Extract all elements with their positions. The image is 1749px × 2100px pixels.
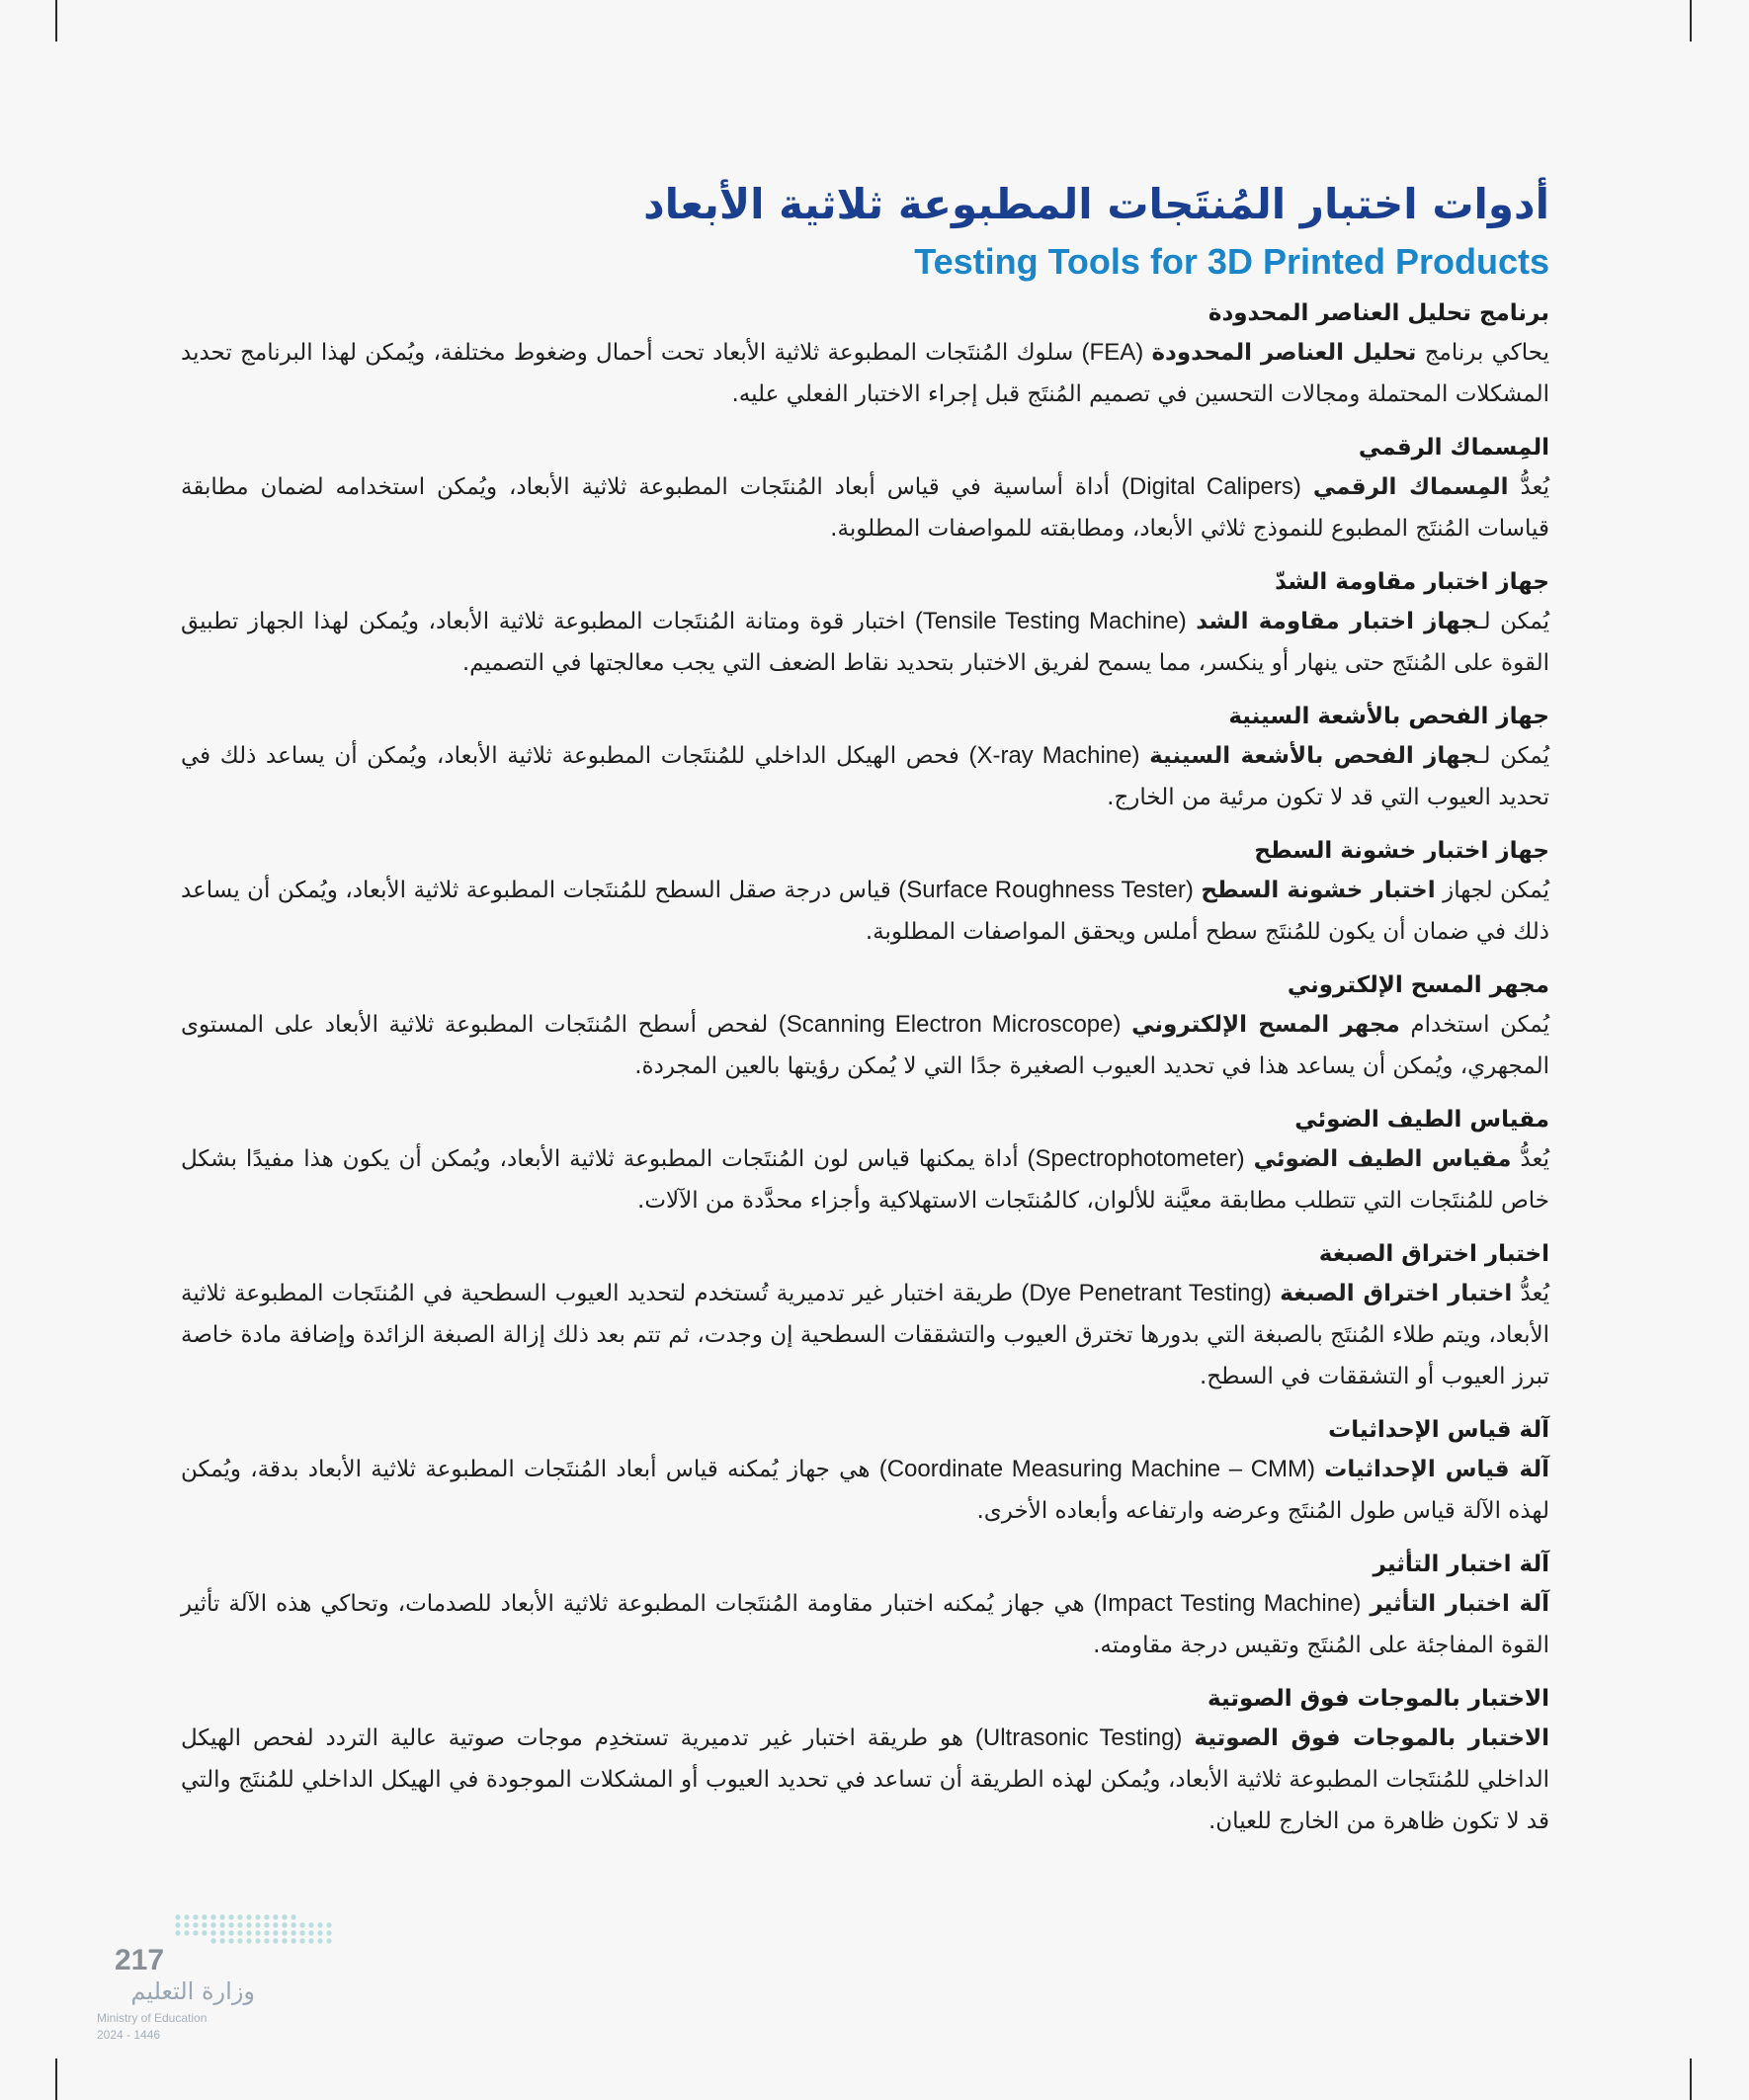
- logo-dot: [219, 1930, 224, 1935]
- crop-mark: [1690, 2058, 1692, 2100]
- section: [181, 1413, 1549, 1532]
- logo-dot: [264, 1922, 269, 1927]
- body-text: سلوك المُنتَجات المطبوعة ثلاثية الأبعاد تحت أحمال وضغوط مختلفة، ويُمكن لهذا البرنامج تحديد المشكلات المحتملة ومجالات التحسين في تصميم المُنتَج قبل إجراء الاختبار الفعلي عليه.: [181, 340, 1549, 407]
- section-heading: جهاز الفحص بالأشعة السينية: [1228, 704, 1549, 729]
- logo-dot: [282, 1930, 287, 1935]
- body-text: أداة أساسية في قياس أبعاد المُنتَجات المطبوعة ثلاثية الأبعاد، ويُمكن استخدامه لضمان مطابقة قياسات المُنتَج المطبوع للنموذج ثلاثي الأبعاد، ومطابقته للمواصفات المطلوبة.: [181, 474, 1549, 542]
- crop-mark: [55, 0, 57, 42]
- logo-dot: [326, 1938, 331, 1943]
- logo-dot: [273, 1938, 278, 1943]
- section: [181, 834, 1549, 953]
- section-body: [181, 601, 1549, 684]
- logo-dot: [237, 1914, 242, 1919]
- logo-dot: [228, 1922, 233, 1927]
- logo-dot: [299, 1922, 304, 1927]
- term-english: (Ultrasonic Testing): [974, 1724, 1183, 1751]
- logo-dot: [255, 1914, 260, 1919]
- term-english: (Surface Roughness Tester): [898, 877, 1194, 903]
- logo-dot: [264, 1938, 269, 1943]
- body-text: لفحص أسطح المُنتَجات المطبوعة ثلاثية الأبعاد على المستوى المجهري، ويُمكن أن يساعد هذا في تحديد العيوب الصغيرة جدًا التي لا يُمكن رؤيتها بالعين المجردة.: [181, 1012, 1549, 1079]
- logo-dot: [282, 1922, 287, 1927]
- body-text: قياس درجة صقل السطح للمُنتَجات المطبوعة ثلاثية الأبعاد، ويُمكن أن يساعد ذلك في ضمان أن يكون للمُنتَج سطح أملس ويحقق المواصفات المطلوبة.: [181, 878, 1549, 945]
- section-body: [181, 1138, 1549, 1221]
- body-text: فحص الهيكل الداخلي للمُنتَجات المطبوعة ثلاثية الأبعاد، ويُمكن أن يساعد ذلك في تحديد العيوب التي قد لا تكون مرئية من الخارج.: [181, 743, 1549, 810]
- footer-year: 2024 - 1446: [97, 2028, 161, 2042]
- logo-dot: [210, 1930, 215, 1935]
- logo-dot: [210, 1938, 215, 1943]
- section-body: [181, 1583, 1549, 1666]
- term-bold: الاختبار بالموجات فوق الصوتية: [1194, 1725, 1549, 1751]
- logo-dot: [317, 1930, 322, 1935]
- logo-dot: [175, 1922, 180, 1927]
- logo-dot: [246, 1922, 251, 1927]
- body-text: يُمكن لـ: [1476, 609, 1550, 634]
- section: [181, 1103, 1549, 1221]
- logo-dot: [299, 1930, 304, 1935]
- term-bold: مجهر المسح الإلكتروني: [1131, 1012, 1400, 1038]
- logo-dot: [326, 1930, 331, 1935]
- body-text: هو طريقة اختبار غير تدميرية تستخدِم موجات صوتية عالية التردد لفحص الهيكل الداخلي للمُنتَجات المطبوعة ثلاثية الأبعاد، ويُمكن لهذه الطريقة أن تساعد في تحديد العيوب أو المشكلات الموجودة في الهيكل الداخلي للمُنتَج والتي قد لا تكون ظاهرة من الخارج للعيان.: [181, 1725, 1549, 1834]
- logo-dot: [184, 1914, 189, 1919]
- section-body: [181, 332, 1549, 415]
- body-text: اختبار قوة ومتانة المُنتَجات المطبوعة ثلاثية الأبعاد، ويُمكن لهذا الجهاز تطبيق القوة على المُنتَج حتى ينهار أو ينكسر، مما يسمح لفريق الاختبار بتحديد نقاط الضعف التي يجب معالجتها في التصميم.: [181, 609, 1549, 676]
- logo-dot: [282, 1938, 287, 1943]
- section-heading: مقياس الطيف الضوئي: [1294, 1107, 1549, 1133]
- logo-dot: [308, 1938, 313, 1943]
- term-bold: المِسماك الرقمي: [1312, 474, 1509, 500]
- logo-dot: [273, 1922, 278, 1927]
- logo-dot: [273, 1930, 278, 1935]
- logo-dot: [175, 1930, 180, 1935]
- logo-dot: [175, 1914, 180, 1919]
- body-text: يُمكن لـ: [1476, 743, 1549, 769]
- section-heading: الاختبار بالموجات فوق الصوتية: [1208, 1686, 1549, 1712]
- term-english: (Dye Penetrant Testing): [1021, 1280, 1272, 1306]
- logo-dot: [255, 1938, 260, 1943]
- section-body: [181, 1718, 1549, 1842]
- logo-dot: [202, 1914, 207, 1919]
- section-body: [181, 1449, 1549, 1532]
- page-title-english: Testing Tools for 3D Printed Products: [914, 241, 1549, 282]
- logo-dot: [219, 1914, 224, 1919]
- logo-dot: [228, 1938, 233, 1943]
- section: [181, 700, 1549, 818]
- logo-dot: [291, 1930, 295, 1935]
- term-bold: آلة قياس الإحداثيات: [1324, 1457, 1550, 1482]
- term-english: (Scanning Electron Microscope): [778, 1011, 1122, 1038]
- logo-dot: [326, 1922, 331, 1927]
- logo-dot: [184, 1930, 189, 1935]
- logo-dot: [246, 1938, 251, 1943]
- section-heading: آلة قياس الإحداثيات: [1328, 1417, 1549, 1443]
- logo-dot: [193, 1930, 198, 1935]
- logo-dot: [210, 1914, 215, 1919]
- sections-list: [181, 296, 1549, 1842]
- logo-dot: [184, 1922, 189, 1927]
- logo-dot: [193, 1922, 198, 1927]
- section: [181, 1237, 1549, 1397]
- logo-dot: [291, 1938, 295, 1943]
- logo-dot: [246, 1914, 251, 1919]
- ministry-name-english: Ministry of Education: [97, 2011, 208, 2025]
- section-heading: جهاز اختبار مقاومة الشدّ: [1275, 569, 1549, 595]
- logo-dot: [291, 1922, 295, 1927]
- term-bold: اختبار خشونة السطح: [1201, 878, 1436, 903]
- logo-dot: [264, 1930, 269, 1935]
- body-text: يُعدُّ: [1512, 1281, 1550, 1306]
- term-bold: جهاز اختبار مقاومة الشد: [1196, 609, 1477, 634]
- logo-dot: [228, 1914, 233, 1919]
- logo-dot: [299, 1938, 304, 1943]
- term-bold: تحليل العناصر المحدودة: [1151, 340, 1417, 366]
- body-text: أداة يمكنها قياس لون المُنتَجات المطبوعة ثلاثية الأبعاد، ويُمكن أن يكون هذا مفيدًا بشكل خاص للمُنتَجات التي تتطلب مطابقة معيَّنة للألوان، كالمُنتَجات الاستهلاكية وأجزاء محدَّدة من الآلات.: [181, 1146, 1549, 1214]
- term-english: (Coordinate Measuring Machine – CMM): [878, 1456, 1316, 1482]
- section-body: [181, 466, 1549, 549]
- term-english: (Digital Calipers): [1121, 473, 1301, 500]
- section-heading: المِسماك الرقمي: [1358, 435, 1549, 461]
- body-text: يُمكن استخدام: [1399, 1012, 1549, 1038]
- logo-dot: [246, 1930, 251, 1935]
- term-english: (Tensile Testing Machine): [914, 608, 1187, 634]
- section: [181, 431, 1549, 549]
- ministry-logo-dots-icon: [172, 1912, 340, 1948]
- logo-dot: [219, 1922, 224, 1927]
- logo-dot: [237, 1922, 242, 1927]
- section-heading: آلة اختبار التأثير: [1373, 1552, 1549, 1577]
- section: [181, 968, 1549, 1087]
- crop-mark: [1690, 0, 1692, 42]
- body-text: يُعدُّ: [1511, 1146, 1549, 1172]
- logo-dot: [308, 1922, 313, 1927]
- crop-mark: [55, 2058, 57, 2100]
- term-english: (Impact Testing Machine): [1093, 1590, 1362, 1617]
- logo-dot: [255, 1922, 260, 1927]
- section-body: [181, 735, 1549, 818]
- body-text: يحاكي برنامج: [1416, 340, 1550, 366]
- section: [181, 1548, 1549, 1666]
- logo-dot: [228, 1930, 233, 1935]
- logo-dot: [317, 1938, 322, 1943]
- logo-dot: [255, 1930, 260, 1935]
- section-heading: جهاز اختبار خشونة السطح: [1254, 838, 1549, 864]
- logo-dot: [308, 1930, 313, 1935]
- page-content: [181, 176, 1549, 1858]
- section-heading: مجهر المسح الإلكتروني: [1287, 972, 1549, 998]
- body-text: يُعدُّ: [1508, 474, 1550, 500]
- page-number: 217: [115, 1944, 165, 1976]
- section-body: [181, 1004, 1549, 1087]
- term-bold: اختبار اختراق الصبغة: [1280, 1281, 1513, 1306]
- body-text: هي جهاز يُمكنه اختبار مقاومة المُنتَجات المطبوعة ثلاثية الأبعاد للصدمات، وتحاكي هذه الآلة تأثير القوة المفاجئة على المُنتَج وتقيس درجة مقاومته.: [181, 1591, 1549, 1658]
- logo-dot: [202, 1922, 207, 1927]
- logo-dot: [237, 1938, 242, 1943]
- logo-dot: [193, 1914, 198, 1919]
- logo-dot: [291, 1914, 295, 1919]
- section-body: [181, 1273, 1549, 1397]
- ministry-name-arabic: وزارة التعليم: [130, 1977, 255, 2005]
- logo-dot: [210, 1922, 215, 1927]
- logo-dot: [282, 1914, 287, 1919]
- logo-dot: [237, 1930, 242, 1935]
- logo-dot: [273, 1914, 278, 1919]
- body-text: يُمكن لجهاز: [1435, 878, 1550, 903]
- logo-dot: [219, 1938, 224, 1943]
- body-text: هي جهاز يُمكنه قياس أبعاد المُنتَجات المطبوعة ثلاثية الأبعاد بدقة، ويُمكن لهذه الآلة قياس طول المُنتَج وعرضه وارتفاعه وأبعاده الأخرى.: [181, 1457, 1549, 1524]
- term-bold: جهاز الفحص بالأشعة السينية: [1149, 743, 1477, 769]
- page-footer: [95, 1912, 352, 2042]
- section-heading: اختبار اختراق الصبغة: [1318, 1241, 1549, 1267]
- term-bold: مقياس الطيف الضوئي: [1253, 1146, 1512, 1172]
- logo-dot: [264, 1914, 269, 1919]
- section: [181, 296, 1549, 415]
- logo-dot: [202, 1930, 207, 1935]
- section-body: [181, 870, 1549, 953]
- section: [181, 1682, 1549, 1842]
- body-text: طريقة اختبار غير تدميرية تُستخدم لتحديد العيوب السطحية في المُنتَجات المطبوعة ثلاثية الأبعاد، ويتم طلاء المُنتَج بالصبغة التي بدورها تخترق العيوب والتشققات السطحية إن وجدت، ثم تتم بعد ذلك إزالة الصبغة الزائدة وإضافة مادة خاصة تبرز العيوب أو التشققات في السطح.: [181, 1281, 1549, 1389]
- term-english: (X-ray Machine): [968, 742, 1140, 769]
- page-title-arabic: أدوات اختبار المُنتَجات المطبوعة ثلاثية الأبعاد: [643, 180, 1549, 228]
- section: [181, 565, 1549, 684]
- term-english: (Spectrophotometer): [1027, 1145, 1245, 1172]
- term-english: (FEA): [1081, 339, 1144, 366]
- term-bold: آلة اختبار التأثير: [1370, 1591, 1549, 1617]
- section-heading: برنامج تحليل العناصر المحدودة: [1208, 300, 1549, 326]
- logo-dot: [317, 1922, 322, 1927]
